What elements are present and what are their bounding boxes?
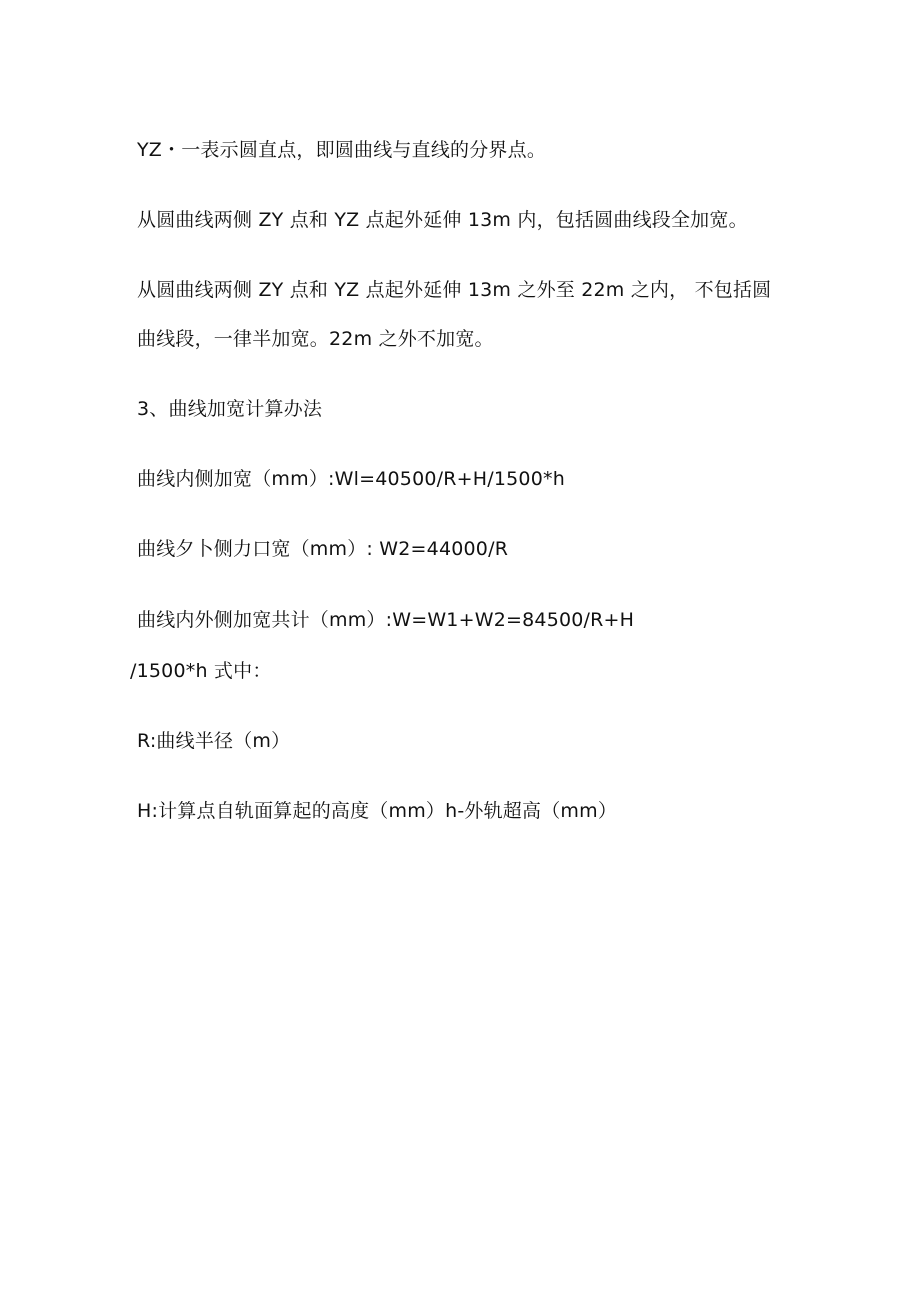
formula-total-widening-cont: /1500*h 式中： [130, 660, 272, 682]
formula-outer-widening: 曲线夕卜侧力口宽（mm）: W2=44000/R [137, 538, 509, 560]
definition-h: H:计算点自轨面算起的高度（mm）h-外轨超高（mm） [137, 800, 618, 822]
formula-total-widening: 曲线内外侧加宽共计（mm）:W=W1+W2=84500/R+H [137, 609, 635, 631]
text-line-full-widening-rule: 从圆曲线两侧 ZY 点和 YZ 点起外延伸 13m 内，包括圆曲线段全加宽。 [137, 209, 748, 231]
definition-r: R:曲线半径（m） [137, 730, 291, 752]
text-line-half-widening-rule: 从圆曲线两侧 ZY 点和 YZ 点起外延伸 13m 之外至 22m 之内， 不包括圆 [137, 279, 772, 301]
formula-inner-widening: 曲线内侧加宽（mm）:Wl=40500/R+H/1500*h [137, 468, 565, 490]
text-line-half-widening-rule-cont: 曲线段，一律半加宽。22m 之外不加宽。 [137, 328, 494, 350]
section-heading: 3、曲线加宽计算办法 [137, 398, 323, 420]
text-line-yz-definition: YZ・一表示圆直点，即圆曲线与直线的分界点。 [137, 139, 547, 161]
